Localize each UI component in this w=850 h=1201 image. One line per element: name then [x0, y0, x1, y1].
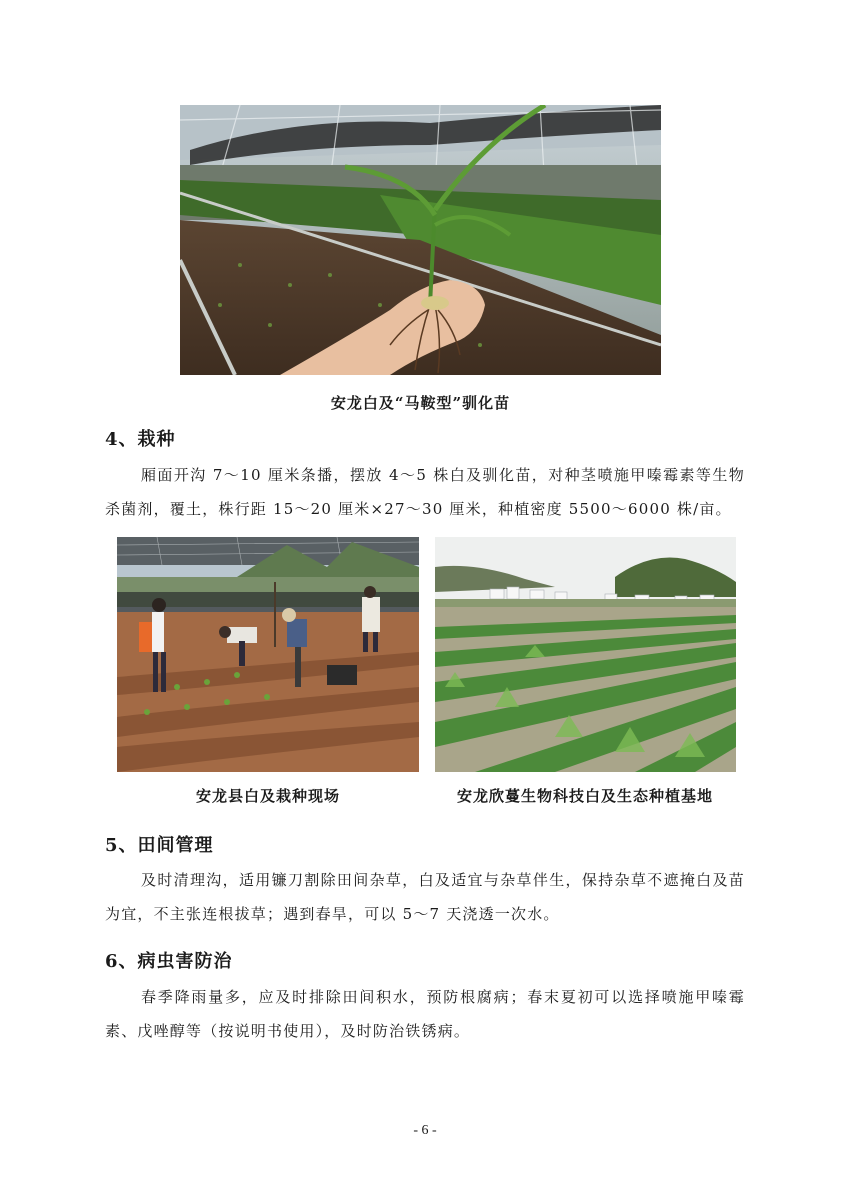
- eco-planting-base-photo: [435, 537, 736, 772]
- eco-base-caption: 安龙欣蔓生物科技白及生态种植基地: [456, 787, 713, 805]
- planting-site-photo: [117, 537, 419, 772]
- page-number: - 6 -: [413, 1123, 437, 1138]
- section-heading-planting: 4、栽种: [105, 429, 176, 450]
- section-body-pest-control: 春季降雨量多，应及时排除田间积水，预防根腐病；春末夏初可以选择喷施甲嗪霉素、戊唑醇等（按说明书使用），及时防治铁锈病。: [105, 988, 745, 1040]
- greenhouse-photo-caption: 安龙白及“马鞍型”驯化苗: [330, 394, 511, 412]
- section-body-planting: 厢面开沟 7～10 厘米条播，摆放 4～5 株白及驯化苗，对种茎喷施甲嗪霉素等生物杀菌剂，覆土，株行距 15～20 厘米×27～30 厘米，种植密度 5500～6000 株/亩。: [105, 466, 745, 518]
- planting-site-caption: 安龙县白及栽种现场: [195, 787, 340, 805]
- section-heading-field-management: 5、田间管理: [105, 835, 214, 856]
- section-heading-pest-control: 6、病虫害防治: [105, 951, 233, 972]
- greenhouse-seedling-photo: [180, 105, 661, 375]
- section-body-field-management: 及时清理沟，适用镰刀割除田间杂草，白及适宜与杂草伴生，保持杂草不遮掩白及苗为宜，不主张连根拔草；遇到春旱，可以 5～7 天浇透一次水。: [105, 871, 745, 923]
